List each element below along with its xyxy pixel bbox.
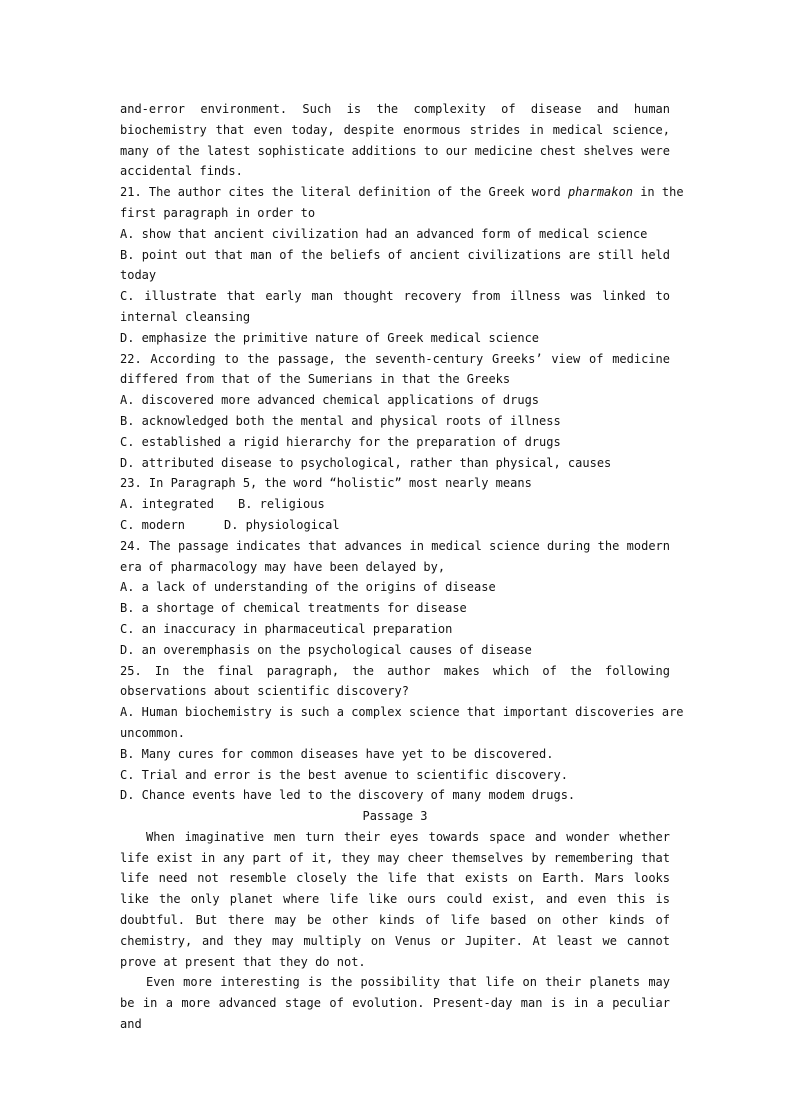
- question-23-option-c: C. modern: [120, 517, 186, 532]
- question-23-option-d: D. physiological: [224, 517, 340, 532]
- question-21-stem-line2: first paragraph in order to: [120, 205, 316, 220]
- question-25-option-b: B. Many cures for common diseases have yet to be discovered.: [120, 746, 554, 761]
- question-24-option-d: D. an overemphasis on the psychological causes of disease: [120, 642, 532, 657]
- question-23-option-b: B. religious: [238, 497, 325, 512]
- question-21-option-d: D. emphasize the primitive nature of Greek medical science: [120, 330, 540, 345]
- question-24-option-a: A. a lack of understanding of the origins of disease: [120, 580, 496, 595]
- question-21-stem-prefix: 21. The author cites the literal definition of the Greek word pharmakon: [120, 185, 633, 200]
- question-24-option-b: B. a shortage of chemical treatments for disease: [120, 601, 467, 616]
- question-23-option-a: A. integrated: [120, 497, 214, 512]
- question-25-option-a: A. Human biochemistry is such a complex science that important discoveries are: [120, 705, 684, 720]
- question-24-option-c: C. an inaccuracy in pharmaceutical preparation: [120, 621, 453, 636]
- passage-3-paragraph-2: Even more interesting is the possibility that life on their planets may be in a more advanced stage of evolution. Present-day man is in a peculiar and: [120, 975, 670, 1032]
- passage-3-paragraph-1: When imaginative men turn their eyes towards space and wonder whether life exist in any part of it, they may cheer themselves by remembering that life need not resemble closely the life that exists on Earth. Mars looks like the only planet where life like ours could exist, and even this is doubtful. But there may be other kinds of life based on other kinds of chemistry, and they may multiply on Venus or Jupiter. At least we cannot prove at present that they do not.: [120, 829, 670, 969]
- question-21-stem: [120, 182, 684, 203]
- question-22-option-b: B. acknowledged both the mental and physical roots of illness: [120, 413, 561, 428]
- question-22-option-d: D. attributed disease to psychological, rather than physical, causes: [120, 455, 612, 470]
- greek-word: pharmakon: [567, 185, 633, 200]
- question-21-option-c-cont: internal cleansing: [120, 309, 251, 324]
- question-22-stem-line2: differed from that of the Sumerians in that the Greeks: [120, 372, 511, 387]
- question-22-option-a: A. discovered more advanced chemical applications of drugs: [120, 393, 540, 408]
- intro-line: biochemistry that even today, despite enormous strides in medical science,: [120, 122, 670, 137]
- intro-line: many of the latest sophisticate additions to our medicine chest shelves were: [120, 143, 670, 158]
- question-25-option-c: C. Trial and error is the best avenue to scientific discovery.: [120, 767, 568, 782]
- question-21-option-b-cont: today: [120, 268, 157, 283]
- question-23-stem: 23. In Paragraph 5, the word “holistic” most nearly means: [120, 476, 532, 491]
- question-21-option-b: B. point out that man of the beliefs of ancient civilizations are still held: [120, 247, 670, 262]
- question-24-stem: 24. The passage indicates that advances in medical science during the modern: [120, 538, 670, 553]
- passage-3-heading: Passage 3: [362, 809, 428, 824]
- question-25-stem-line2: observations about scientific discovery?: [120, 684, 409, 699]
- intro-line: accidental finds.: [120, 164, 243, 179]
- question-24-stem-line2: era of pharmacology may have been delayed by,: [120, 559, 446, 574]
- question-25-option-d: D. Chance events have led to the discovery of many modem drugs.: [120, 788, 576, 803]
- question-22-stem: 22. According to the passage, the seventh-century Greeks’ view of medicine: [120, 351, 670, 366]
- question-21-option-a: A. show that ancient civilization had an advanced form of medical science: [120, 226, 648, 241]
- intro-line: and-error environment. Such is the complexity of disease and human: [120, 102, 670, 116]
- question-23-options-cd: [120, 515, 670, 536]
- document-page: [120, 99, 684, 1035]
- question-25-stem: 25. In the final paragraph, the author makes which of the following: [120, 663, 670, 678]
- question-25-option-a-cont: uncommon.: [120, 725, 186, 740]
- question-21-stem-suffix: in the: [632, 185, 684, 200]
- question-23-options-ab: [120, 494, 670, 515]
- question-22-option-c: C. established a rigid hierarchy for the preparation of drugs: [120, 434, 561, 449]
- question-21-option-c: C. illustrate that early man thought recovery from illness was linked to: [120, 289, 670, 304]
